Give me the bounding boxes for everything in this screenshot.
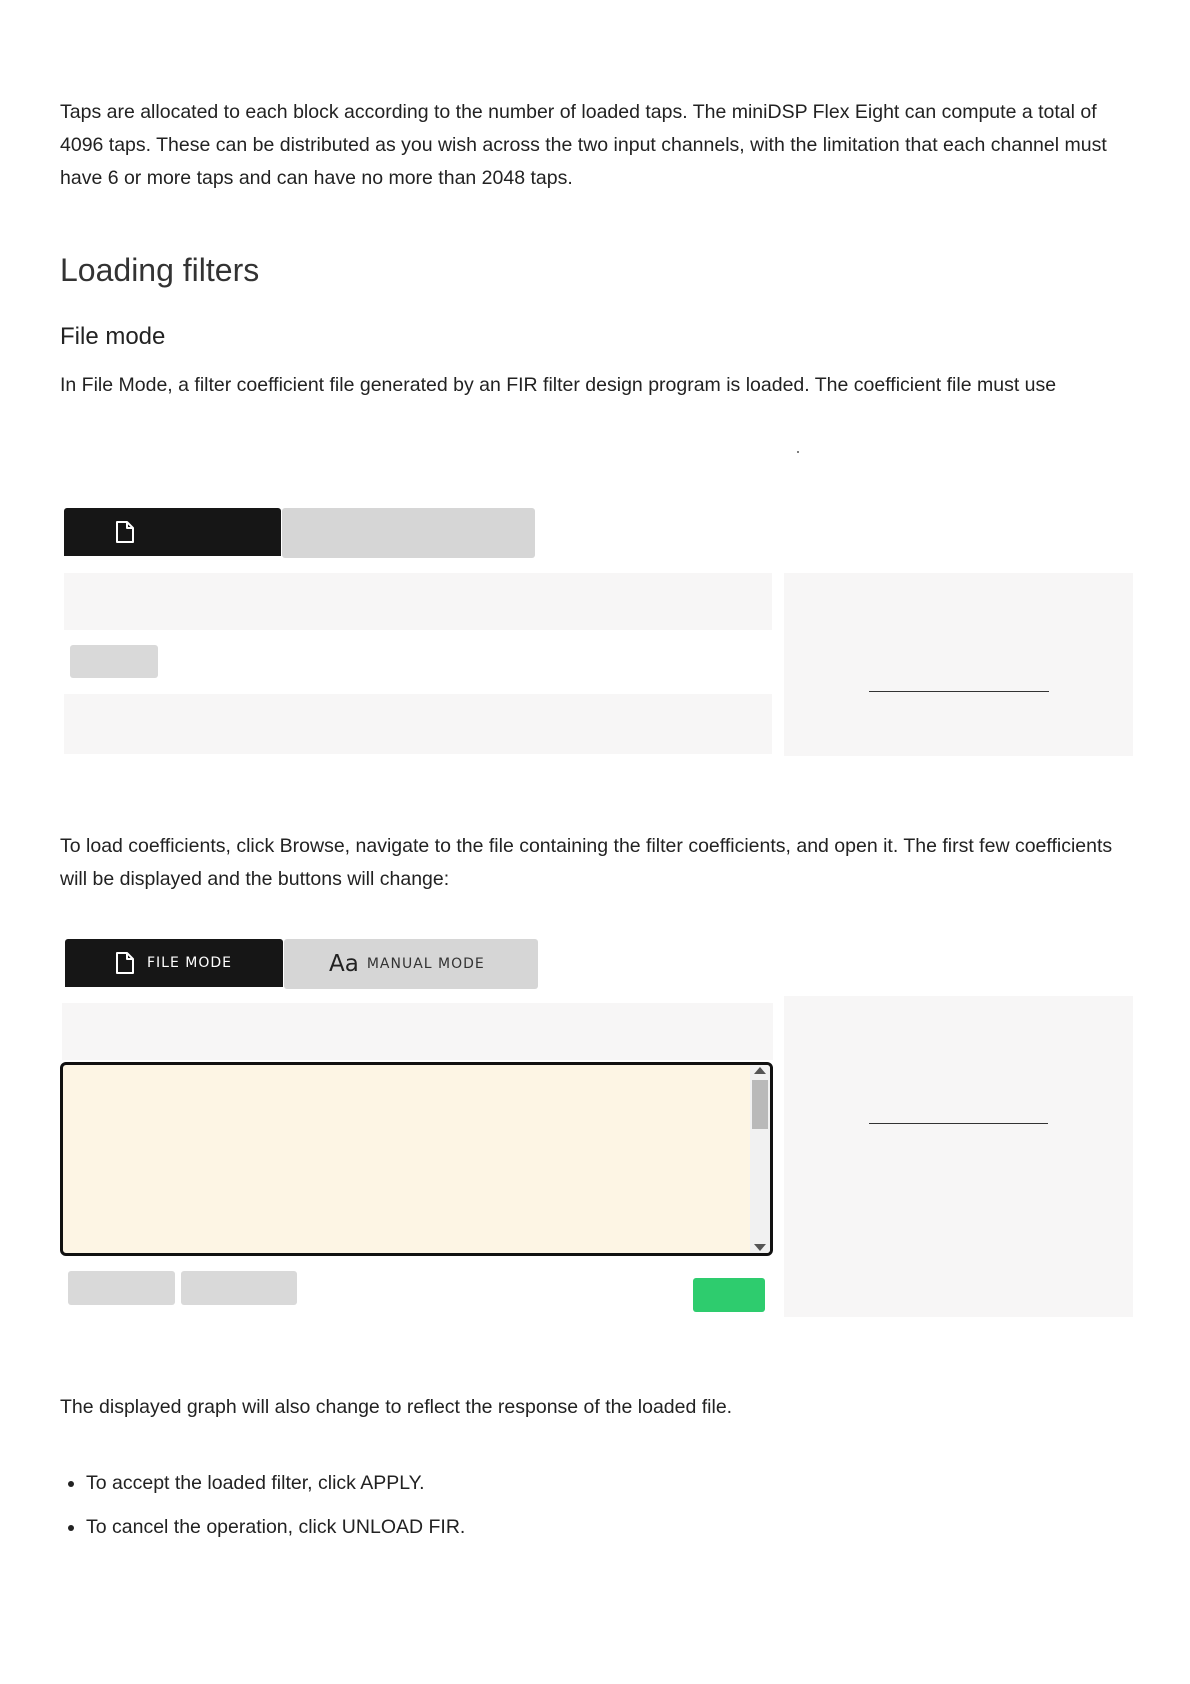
tab-manual-mode-label: MANUAL MODE [366,956,485,972]
filename-field-2 [62,1003,773,1060]
response-graph-2 [784,996,1133,1317]
button-placeholder-2[interactable] [181,1271,297,1305]
file-icon [115,951,135,975]
graph-line-2 [869,1123,1048,1124]
tab-file-mode-2[interactable] [65,939,283,987]
coefficients-scrollbar[interactable] [750,1065,770,1253]
tab-file-mode-1[interactable] [64,508,281,556]
tab-file-mode-label: FILE MODE [147,955,233,971]
file-icon [115,520,135,544]
tab-manual-mode-1[interactable] [282,508,535,558]
aa-icon: Aa [329,951,359,977]
scroll-down-arrow[interactable] [754,1244,766,1251]
bullet-list [60,1467,465,1555]
response-graph-1 [784,573,1133,756]
info-panel-1 [64,694,772,754]
file-mode-paragraph: In File Mode, a filter coefficient file generated by an FIR filter design program is loaded. The coefficient file must use [60,374,1057,396]
list-item: • To accept the loaded filter, click APPLY. [86,1467,465,1500]
browse-button-1[interactable] [70,645,158,678]
tab-manual-mode-2[interactable] [284,939,538,989]
subsection-heading: File mode [60,323,166,350]
stray-dot [797,451,799,453]
load-paragraph: To load coefficients, click Browse, navigate to the file containing the filter coefficients, and open it. The first few coefficients will be displayed and the buttons will change: [60,835,1113,890]
scroll-up-arrow[interactable] [754,1067,766,1074]
graph-line-1 [869,691,1049,692]
filename-field-1 [64,573,772,630]
section-heading: Loading filters [60,252,260,288]
scroll-thumb[interactable] [752,1080,768,1129]
graph-paragraph: The displayed graph will also change to reflect the response of the loaded file. [60,1396,733,1418]
intro-paragraph: Taps are allocated to each block according to the number of loaded taps. The miniDSP Flex Eight can compute a total of 4096 taps. These can be distributed as you wish across the two input channels, with the limitation that each channel must have 6 or more taps and can have no more than 2048 taps. [60,101,1107,189]
button-placeholder-1[interactable] [68,1271,175,1305]
list-item: • To cancel the operation, click UNLOAD FIR. [86,1511,465,1544]
coefficients-textarea[interactable] [60,1062,773,1256]
apply-button[interactable] [693,1278,765,1312]
